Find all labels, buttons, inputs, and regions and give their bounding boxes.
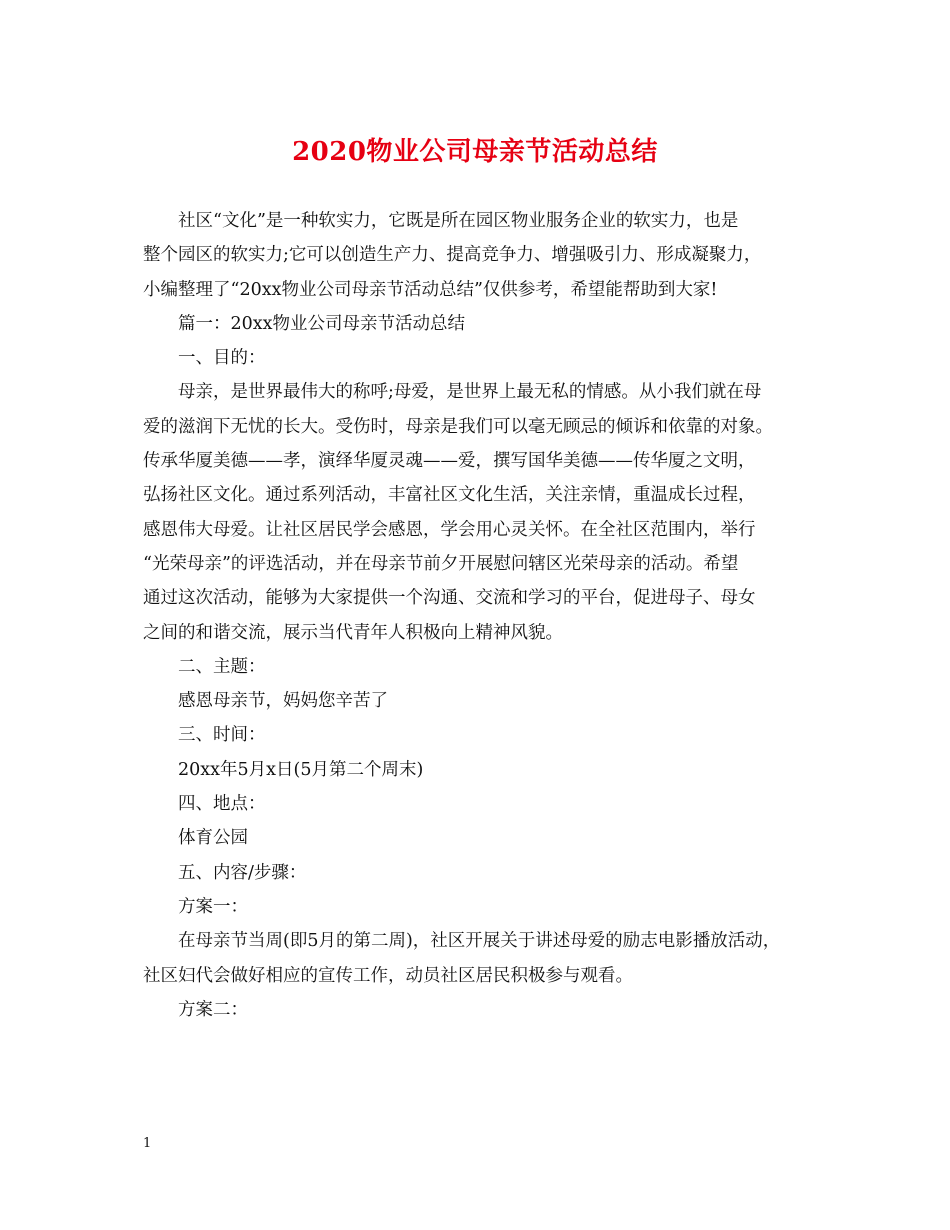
subsection-heading: 方案二： — [178, 999, 248, 1020]
section-heading: 三、时间： — [178, 725, 266, 746]
body-line: “光荣母亲”的评选活动，并在母亲节前夕开展慰问辖区光荣母亲的活动。希望 — [143, 553, 739, 574]
body-line: 体育公园 — [178, 828, 248, 849]
body-line: 感恩母亲节，妈妈您辛苦了 — [178, 691, 388, 712]
section-heading: 五、内容/步骤： — [178, 862, 307, 883]
section-heading: 篇一：20xx物业公司母亲节活动总结 — [178, 313, 466, 334]
body-line: 社区妇代会做好相应的宣传工作，动员社区居民积极参与观看。 — [143, 965, 633, 986]
body-line: 弘扬社区文化。通过系列活动，丰富社区文化生活，关注亲情，重温成长过程， — [143, 485, 756, 506]
page-number: 1 — [143, 1136, 152, 1151]
document-title: 2020物业公司母亲节活动总结 — [292, 137, 658, 167]
section-heading: 四、地点： — [178, 794, 266, 815]
subsection-heading: 方案一： — [178, 896, 248, 917]
body-line: 社区“文化”是一种软实力，它既是所在园区物业服务企业的软实力，也是 — [178, 211, 739, 231]
section-heading: 一、目的： — [178, 348, 266, 369]
body-line: 爱的滋润下无忧的长大。受伤时，母亲是我们可以毫无顾忌的倾诉和依靠的对象。 — [143, 416, 773, 437]
body-line: 在母亲节当周(即5月的第二周)，社区开展关于讲述母爱的励志电影播放活动， — [178, 931, 781, 952]
body-line: 母亲，是世界最伟大的称呼;母爱，是世界上最无私的情感。从小我们就在母 — [178, 382, 762, 403]
section-heading: 二、主题： — [178, 656, 266, 677]
body-line: 之间的和谐交流，展示当代青年人积极向上精神风貌。 — [143, 622, 563, 643]
body-line: 传承华厦美德——孝，演绎华厦灵魂——爱，撰写国华美德——传华厦之文明， — [143, 451, 756, 472]
body-line: 感恩伟大母爱。让社区居民学会感恩，学会用心灵关怀。在全社区范围内，举行 — [143, 519, 756, 540]
body-line: 通过这次活动，能够为大家提供一个沟通、交流和学习的平台，促进母子、母女 — [143, 588, 756, 609]
body-line: 20xx年5月x日(5月第二个周末) — [178, 759, 424, 780]
document-body — [143, 204, 833, 1027]
body-line: 整个园区的软实力;它可以创造生产力、提高竞争力、增强吸引力、形成凝聚力， — [143, 245, 762, 266]
body-line: 小编整理了“20xx物业公司母亲节活动总结”仅供参考，希望能帮助到大家! — [143, 279, 718, 300]
